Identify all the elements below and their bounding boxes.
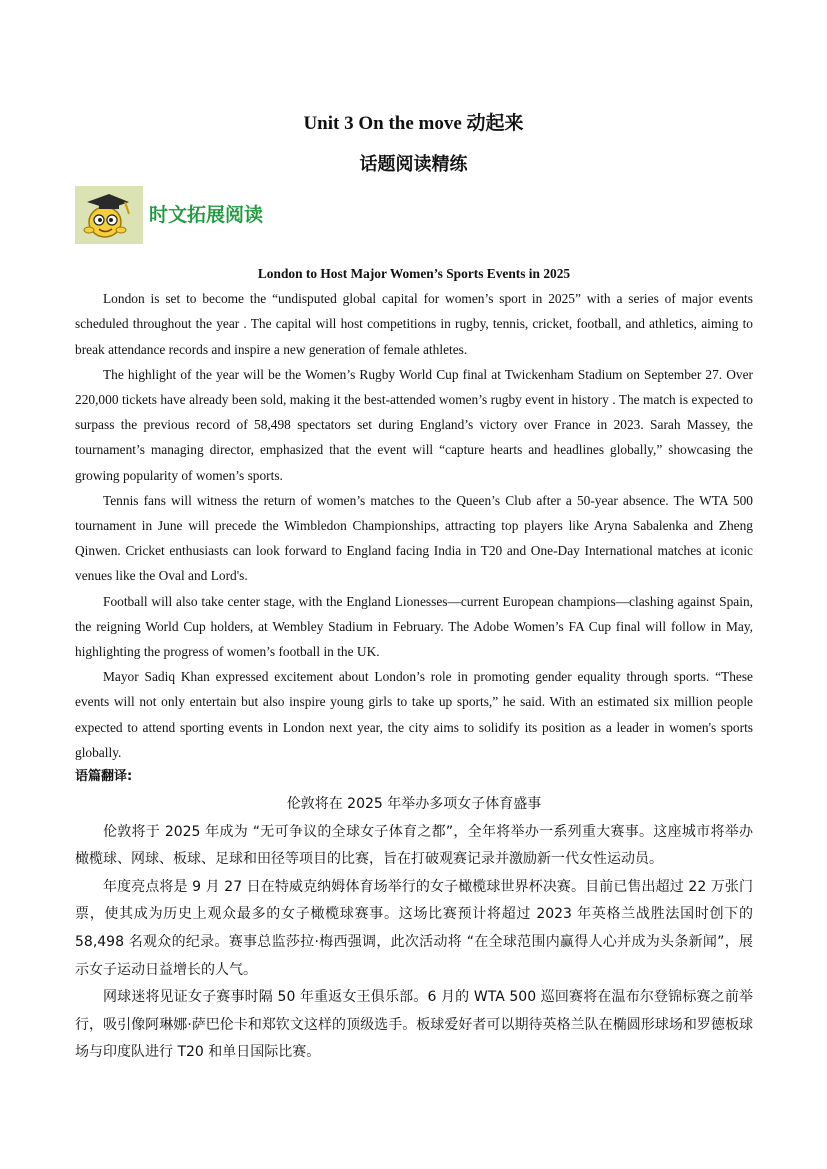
article-paragraph: Football will also take center stage, with the England Lionesses—current European champions—clashing against Spain, the reigning World Cup holders, at Wembley Stadium in February. The Adobe Women’s FA Cup final will follow in May, highlighting the progress of women’s football in the UK. bbox=[75, 593, 753, 660]
page-subtitle: 话题阅读精练 bbox=[359, 154, 468, 175]
translation bbox=[75, 791, 753, 1067]
translation-paragraph: 网球迷将见证女子赛事时隔 50 年重返女王俱乐部。6 月的 WTA 500 巡回赛将在温布尔登锦标赛之前举行，吸引像阿琳娜·萨巴伦卡和郑钦文这样的顶级选手。板球爱好者可以期待英格兰队在椭圆形球场和罗德板球场与印度队进行 T20 和单日国际比赛。 bbox=[75, 989, 753, 1061]
article-paragraph: The highlight of the year will be the Women’s Rugby World Cup final at Twickenham Stadium on September 27. Over 220,000 tickets have already been sold, making it the best-attended women’s rugby event in history . The match is expected to surpass the previous record of 58,498 spectators set during England’s victory over France in 2023. Sarah Massey, the tournament’s managing director, emphasized that the event will “capture hearts and headlines globally,” showcasing the growing popularity of women’s sports. bbox=[75, 366, 753, 483]
article-paragraph: Mayor Sadiq Khan expressed excitement about London’s role in promoting gender equality through sports. “These events will not only entertain but also inspire young girls to take up sports,” he said. With an estimated six million people expected to attend sporting events in London next year, the city aims to solidify its position as a leader in women's sports globally. bbox=[75, 669, 753, 760]
translation-title: 伦敦将在 2025 年举办多项女子体育盛事 bbox=[286, 796, 542, 812]
cartoon-mascot-icon bbox=[75, 186, 143, 244]
article-paragraph: London is set to become the “undisputed global capital for women’s sport in 2025” with a series of major events scheduled throughout the year . The capital will host competitions in rugby, tennis, cricket, football, and athletics, aiming to break attendance records and inspire a new generation of female athletes. bbox=[75, 291, 753, 357]
section-label: 时文拓展阅读 bbox=[149, 204, 264, 226]
article-paragraph: Tennis fans will witness the return of women’s matches to the Queen’s Club after a 50-year absence. The WTA 500 tournament in June will precede the Wimbledon Championships, attracting top players like Aryna Sabalenka and Zheng Qinwen. Cricket enthusiasts can look forward to England facing India in T20 and One-Day International matches at iconic venues like the Oval and Lord's. bbox=[75, 492, 753, 584]
unit-title: Unit 3 On the move 动起来 bbox=[303, 113, 524, 134]
translation-paragraph: 年度亮点将是 9 月 27 日在特威克纳姆体育场举行的女子橄榄球世界杯决赛。目前已售出超过 22 万张门票，使其成为历史上观众最多的女子橄榄球赛事。这场比赛预计将超过 2023 年英格兰战胜法国时创下的 58,498 名观众的纪录。赛事总监莎拉·梅西强调，此次活动将 “在全球范围内赢得人心并成为头条新闻”，展示女子运动日益增长的人气。 bbox=[75, 878, 753, 978]
article-title: London to Host Major Women’s Sports Events in 2025 bbox=[257, 266, 571, 281]
article bbox=[75, 261, 753, 765]
translation-label: 语篇翻译: bbox=[75, 769, 133, 784]
translation-paragraph: 伦敦将于 2025 年成为 “无可争议的全球女子体育之都”，全年将举办一系列重大赛事。这座城市将举办橄榄球、网球、板球、足球和田径等项目的比赛，旨在打破观赛记录并激励新一代女性运动员。 bbox=[75, 823, 753, 868]
